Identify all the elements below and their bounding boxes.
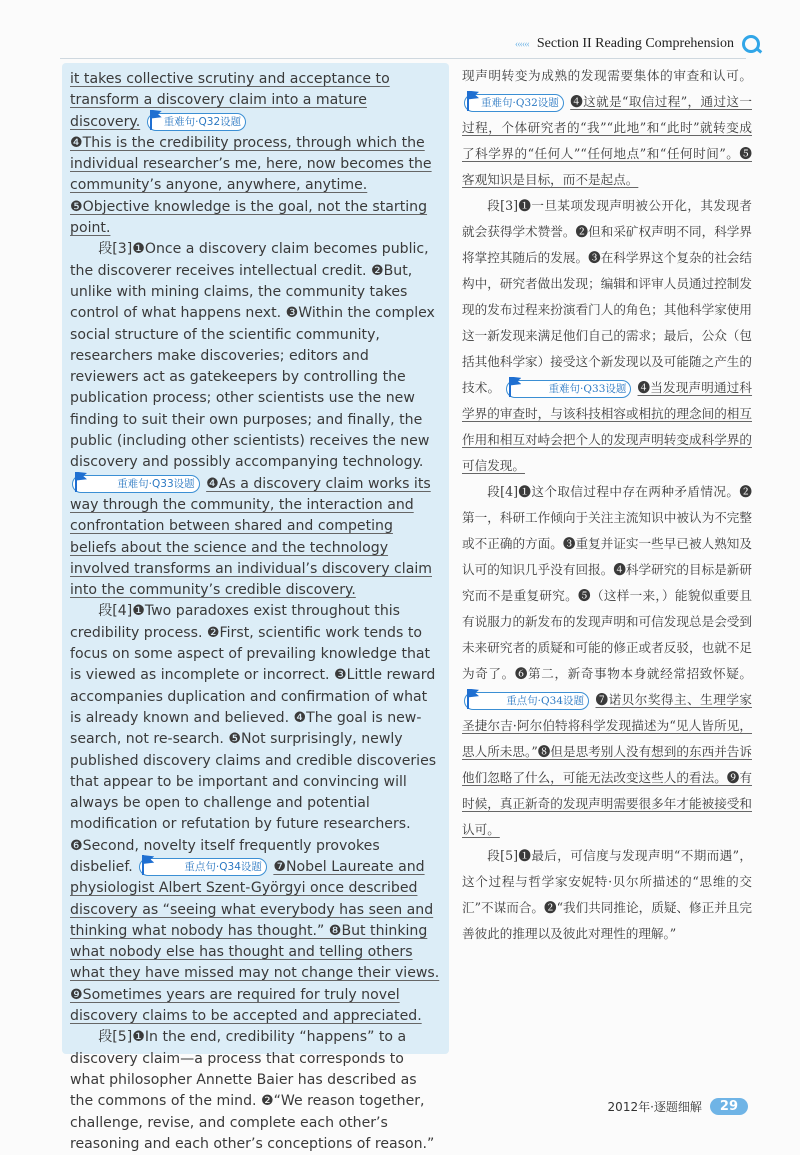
right-p3b: ❼诺贝尔奖得主、生理学家圣捷尔吉·阿尔伯特将科学发现描述为“见人皆所见，思人所未思。”❽但是思考别人没有想到的东西并告诉他们忽略了什么，可能无法改变这些人的看法。❾有时候，真正新奇的发现声明需要很多年才能被接受和认可。	[462, 692, 752, 837]
right-p1a: 现声明转变为成熟的发现需要集体的审查和认可。	[462, 68, 752, 83]
section-header	[515, 35, 760, 53]
chinese-translation-column	[462, 63, 752, 947]
header-rule	[60, 58, 746, 59]
page-footer	[608, 1098, 748, 1115]
flag-q33-en[interactable]: 重难句·Q33设题	[72, 475, 200, 493]
footer-title: 2012年·逐题细解	[607, 1100, 702, 1114]
left-p2a: 段[3]❶Once a discovery claim becomes public, the discoverer receives intellectual credit. ❷But, unlike with mining claims, the community takes control of what happens next. ❸Within the complex social structure of the scientific community, researchers make discoveries; editors and reviewers act as gatekeepers by controlling the publication process; other scientists use the new finding to suit their own purposes; and finally, the public (including other scientists) receives the new discovery and possibly accompanying technology.	[70, 241, 435, 471]
english-passage-panel	[62, 63, 449, 1152]
right-p1b: ❹这就是“取信过程”，通过这一过程，个体研究者的“我”“此地”和“此时”就转变成了科学界的“任何人”“任何地点”和“任何时间”。❺客观知识是目标，而不是起点。	[462, 94, 752, 187]
left-p1b: ❹This is the credibility process, through which the individual researcher’s me, here, now becomes the community’s anyone, anywhere, anytime. ❺Objective knowledge is the goal, not the starting point.	[70, 134, 432, 237]
flag-q32-cn[interactable]: 重难句·Q32设题	[464, 94, 564, 112]
left-p1a: it takes collective scrutiny and acceptance to transform a discovery claim into a mature discovery.	[70, 71, 390, 130]
right-p3a: 段[4]❶这个取信过程中存在两种矛盾情况。❷第一，科研工作倾向于关注主流知识中被认为不完整或不正确的方面。❸重复并证实一些早已被人熟知及认可的知识几乎没有回报。❹科学研究的目标是新研究而不是重复研究。❺（这样一来，）能貌似重要且有说服力的新发布的发现声明和可信发现总是会受到未来研究者的质疑和可能的修正或者反驳，也就不足为奇了。❻第二，新奇事物本身就经常招致怀疑。	[462, 484, 752, 681]
left-p3a: 段[4]❶Two paradoxes exist throughout this credibility process. ❷First, scientific work tends to focus on some aspect of prevailing knowledge that is viewed as incomplete or incorrect. ❸Little reward accompanies duplication and confirmation of what is already known and believed. ❹The goal is new-search, not re-search. ❺Not surprisingly, newly published discovery claims and credible discoveries that appear to be important and convincing will always be open to challenge and potential modification or refutation by future researchers. ❻Second, novelty itself frequently provokes disbelief.	[70, 603, 437, 875]
right-p2a: 段[3]❶一旦某项发现声明被公开化，其发现者就会获得学术赞誉。❷但和采矿权声明不同，科学界将掌控其随后的发展。❸在科学界这个复杂的社会结构中，研究者做出发现；编辑和评审人员通过控制发现的发布过程来扮演看门人的角色；其他科学家使用这一新发现来满足他们自己的需求；最后，公众（包括其他科学家）接受这个新发现以及可能随之产生的技术。	[462, 198, 752, 395]
section-title: Section II Reading Comprehension	[536, 36, 734, 51]
flag-q33-cn[interactable]: 重难句·Q33设题	[506, 380, 631, 398]
left-p4: 段[5]❶In the end, credibility “happens” to a discovery claim—a process that corresponds to what philosopher Annette Baier has described as the commons of the mind. ❷“We reason together, challenge, revise, and complete each other’s reasoning and each other’s conceptions of reason.”	[70, 1029, 435, 1152]
page-number: 29	[710, 1098, 748, 1115]
flag-q34-en[interactable]: 重点句·Q34设题	[139, 858, 267, 876]
left-p3b: ❼Nobel Laureate and physiologist Albert Szent-Györgyi once described discovery as “seeing what everybody has seen and thinking what nobody has thought.” ❽But thinking what nobody else has thought and telling others what they have missed may not change their views. ❾Sometimes years are required for truly novel discovery claims to be accepted and appreciated.	[70, 858, 440, 1025]
right-p2b: ❹当发现声明通过科学界的审查时，与该科技相容或相抗的理念间的相互作用和相互对峙会把个人的发现声明转变成科学界的可信发现。	[462, 380, 753, 473]
flag-q34-cn[interactable]: 重点句·Q34设题	[464, 692, 589, 710]
search-icon[interactable]	[742, 35, 760, 53]
header-arrows: ‹‹‹‹‹‹	[514, 38, 529, 50]
right-p4: 段[5]❶最后，可信度与发现声明“不期而遇”，这个过程与哲学家安妮特·贝尔所描述的“思维的交汇”不谋而合。❷“我们共同推论，质疑、修正并且完善彼此的推理以及彼此对理性的理解。”	[462, 848, 752, 941]
flag-q32-en[interactable]: 重难句·Q32设题	[147, 113, 246, 131]
left-p2b: ❹As a discovery claim works its way through the community, the interaction and confrontation between shared and competing beliefs about the science and the technology involved transforms an individual’s discovery claim into the community’s credible discovery.	[70, 475, 432, 599]
